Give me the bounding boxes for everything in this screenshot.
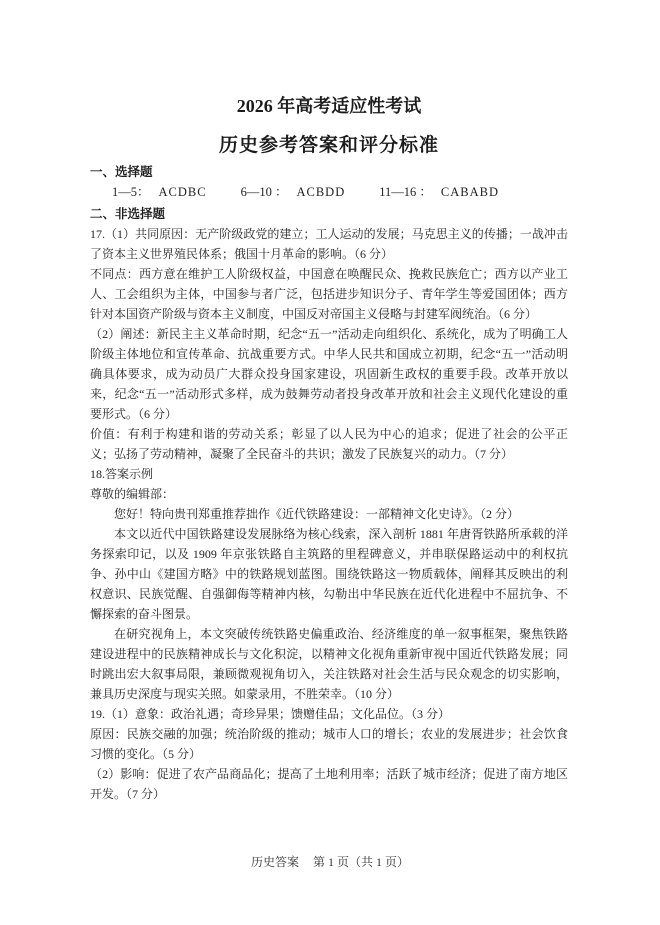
section-essay-heading: 二、非选择题 <box>90 207 166 221</box>
q18-letter-body-2: 在研究视角上，本文突破传统铁路史偏重政治、经济维度的单一叙事框架，聚焦铁路建设进程中的民族精神成长与文化积淀，以精神文化视角重新审视中国近代铁路发展；同时跳出宏大叙事局限，兼顾微观视角切入，关注铁路对社会生活与民众观念的切实影响，兼具历史深度与现实关照。如蒙录用，不胜荣幸。（10 分） <box>90 627 568 701</box>
q19-answer-imagery: 19.（1）意象：政治礼遇；奇珍异果；馈赠佳品；文化品位。（3 分） <box>90 707 451 721</box>
q18-letter-salutation: 尊敬的编辑部： <box>90 487 175 501</box>
answer-letters: CABABD <box>440 185 500 199</box>
q18-answer-example-label: 18.答案示例 <box>90 467 154 481</box>
choice-answers-row <box>90 182 568 202</box>
q17-answer-elaboration: （2）阐述：新民主主义革命时期，纪念“五一”活动走向组织化、系统化，成为了明确工人阶级主体地位和宣传革命、抗战重要方式。中华人民共和国成立初期，纪念“五一”活动明确具体要求，成为动员广大群众投身国家建设，巩固新生政权的重要手段。改革开放以来，纪念“五一”活动形式多样，成为鼓舞劳动者投身改革开放和社会主义现代化建设的重要形式。（6 分） <box>90 327 568 421</box>
answer-letters: ACDBC <box>158 185 207 199</box>
answer-range: 1—5： <box>112 185 150 199</box>
answer-range: 11—16 ： <box>379 185 432 199</box>
answer-group-1-5 <box>112 182 207 202</box>
page-footer <box>0 853 660 871</box>
page-subtitle: 历史参考答案和评分标准 <box>218 135 439 156</box>
answer-range: 6—10 ： <box>240 185 288 199</box>
q18-letter-body-1: 本文以近代中国铁路建设发展脉络为核心线索，深入剖析 1881 年唐胥铁路所承载的洋务探索印记，以及 1909 年京张铁路自主筑路的里程碑意义，并串联保路运动中的利权抗争、孙中山《建国方略》中的铁路规划蓝图。围绕铁路这一物质载体，阐释其反映出的利权意识、民族觉醒、自强御侮等精神内核，勾勒出中华民族在近代化进程中不屈抗争、不懈探索的奋斗图景。 <box>90 527 568 621</box>
q17-answer-common-causes: 17.（1）共同原因：无产阶级政党的建立；工人运动的发展；马克思主义的传播；一战冲击了资本主义世界殖民体系；俄国十月革命的影响。（6 分） <box>90 227 568 261</box>
footer-subject-label: 历史答案 <box>250 855 299 869</box>
answer-letters: ACBDD <box>296 185 346 199</box>
answer-group-11-16 <box>379 182 499 202</box>
q18-letter-opening: 您好！特向贵刊郑重推荐拙作《近代铁路建设：一部精神文化史诗》。（2 分） <box>114 507 520 521</box>
answer-group-6-10 <box>241 182 346 202</box>
q17-answer-value: 价值：有利于构建和谐的劳动关系；彰显了以人民为中心的追求；促进了社会的公平正义；弘扬了劳动精神，凝聚了全民奋斗的共识；激发了民族复兴的动力。（7 分） <box>90 427 568 461</box>
page-title: 2026 年高考适应性考试 <box>236 96 422 116</box>
q17-answer-differences: 不同点：西方意在维护工人阶级权益，中国意在唤醒民众、挽救民族危亡；西方以产业工人、工会组织为主体，中国参与者广泛，包括进步知识分子、青年学生等爱国团体；西方针对本国资产阶级与资本主义制度，中国反对帝国主义侵略与封建军阀统治。（6 分） <box>90 267 568 321</box>
footer-page-number: 第 1 页（共 1 页） <box>313 855 410 869</box>
q19-answer-impacts: （2）影响：促进了农产品商品化；提高了土地利用率；活跃了城市经济；促进了南方地区开发。（7 分） <box>90 767 568 801</box>
q19-answer-reasons: 原因：民族交融的加强；统治阶级的推动；城市人口的增长；农业的发展进步；社会饮食习惯的变化。（5 分） <box>90 727 568 761</box>
section-choice-heading: 一、选择题 <box>90 165 153 179</box>
